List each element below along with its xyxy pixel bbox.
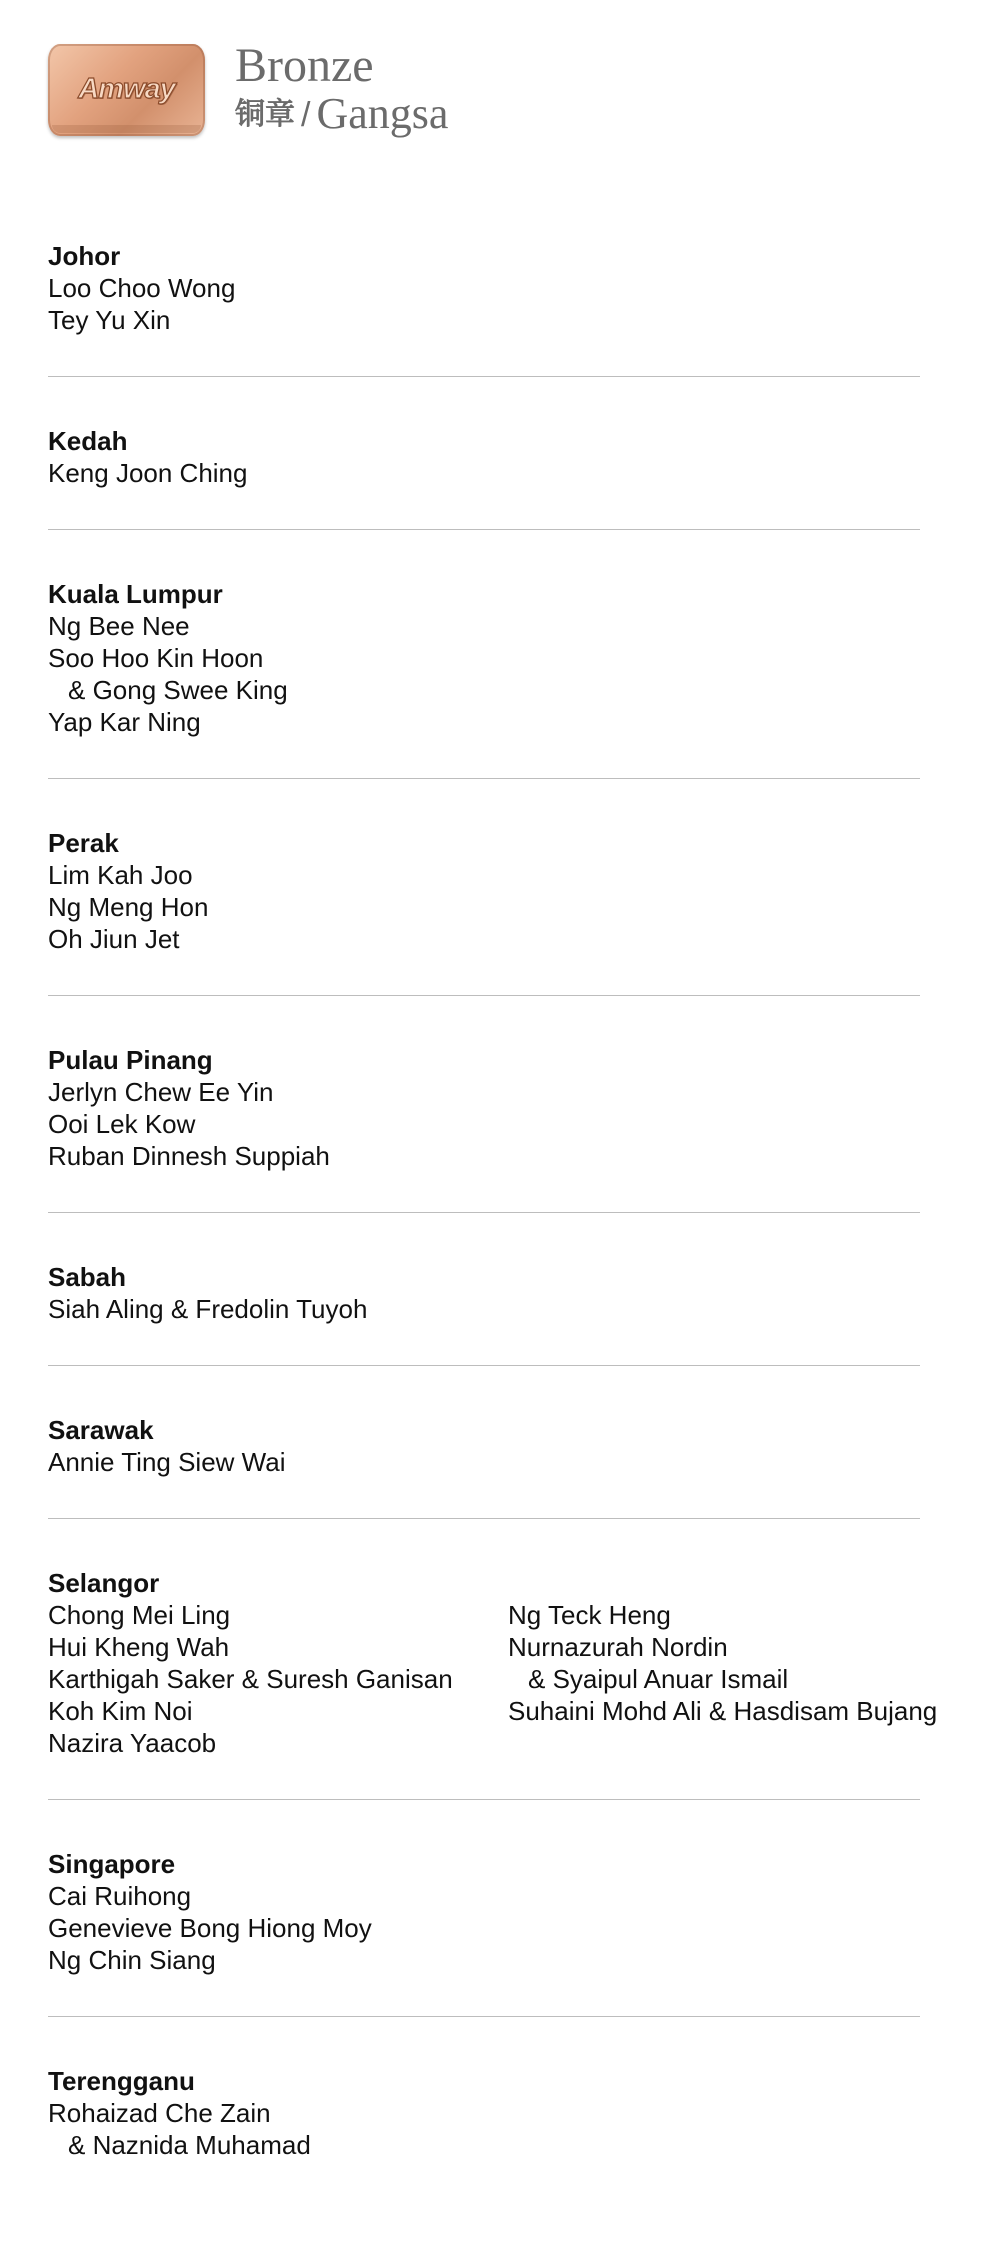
name-columns bbox=[48, 1446, 968, 1478]
name-column bbox=[48, 1293, 508, 1325]
name-column bbox=[48, 1076, 508, 1172]
name-column bbox=[48, 2097, 508, 2161]
achiever-name: Cai Ruihong bbox=[48, 1881, 192, 1911]
achiever-name: Loo Choo Wong bbox=[48, 273, 236, 303]
region-heading: Sarawak bbox=[48, 1415, 154, 1445]
region-section bbox=[48, 1567, 968, 1799]
section-divider bbox=[48, 778, 920, 779]
achiever-name: Lim Kah Joo bbox=[48, 860, 193, 890]
name-columns bbox=[48, 1880, 968, 1976]
region-heading: Singapore bbox=[48, 1849, 176, 1879]
region-heading: Pulau Pinang bbox=[48, 1045, 213, 1075]
name-columns bbox=[48, 610, 968, 738]
achiever-name: Ng Bee Nee bbox=[48, 611, 190, 641]
region-section bbox=[48, 1044, 968, 1212]
achiever-name: Annie Ting Siew Wai bbox=[48, 1447, 286, 1477]
title-chinese: 铜章 bbox=[235, 97, 295, 132]
name-columns bbox=[48, 1599, 968, 1759]
region-section bbox=[48, 1261, 968, 1365]
achiever-name: Tey Yu Xin bbox=[48, 305, 171, 335]
page-header bbox=[48, 39, 449, 144]
region-section bbox=[48, 240, 968, 376]
region-heading: Terengganu bbox=[48, 2066, 195, 2096]
amway-logo: Amway bbox=[78, 72, 175, 105]
name-column bbox=[48, 610, 508, 738]
section-divider bbox=[48, 2016, 920, 2017]
achiever-name: Karthigah Saker & Suresh Ganisan bbox=[48, 1664, 453, 1694]
achiever-name: Ruban Dinnesh Suppiah bbox=[48, 1141, 330, 1171]
title-english: Bronze bbox=[235, 39, 374, 92]
section-divider bbox=[48, 1365, 920, 1366]
achiever-name: Ooi Lek Kow bbox=[48, 1109, 196, 1139]
name-columns bbox=[48, 1076, 968, 1172]
achiever-name: & Gong Swee King bbox=[68, 675, 288, 705]
region-section bbox=[48, 1414, 968, 1518]
region-heading: Kedah bbox=[48, 426, 128, 456]
achiever-name: Nurnazurah Nordin bbox=[508, 1632, 728, 1662]
achiever-name: Yap Kar Ning bbox=[48, 707, 201, 737]
section-divider bbox=[48, 1212, 920, 1213]
achiever-name: Genevieve Bong Hiong Moy bbox=[48, 1913, 372, 1943]
name-columns bbox=[48, 457, 968, 489]
name-column bbox=[48, 1599, 508, 1759]
title-separator: / bbox=[301, 96, 311, 134]
achiever-name: Keng Joon Ching bbox=[48, 458, 248, 488]
achiever-name: Jerlyn Chew Ee Yin bbox=[48, 1077, 274, 1107]
achiever-name: Koh Kim Noi bbox=[48, 1696, 193, 1726]
achiever-name: Siah Aling & Fredolin Tuyoh bbox=[48, 1294, 368, 1324]
region-heading: Kuala Lumpur bbox=[48, 579, 223, 609]
section-divider bbox=[48, 376, 920, 377]
name-column bbox=[48, 272, 508, 336]
section-divider bbox=[48, 995, 920, 996]
achiever-name: Rohaizad Che Zain bbox=[48, 2098, 271, 2128]
name-columns bbox=[48, 859, 968, 955]
name-column bbox=[48, 1880, 508, 1976]
name-column bbox=[48, 859, 508, 955]
region-section bbox=[48, 2065, 968, 2201]
region-heading: Sabah bbox=[48, 1262, 127, 1292]
region-section bbox=[48, 827, 968, 995]
achiever-name: & Naznida Muhamad bbox=[68, 2130, 311, 2160]
region-section bbox=[48, 578, 968, 778]
name-column bbox=[508, 1599, 968, 1759]
page-title bbox=[235, 40, 448, 137]
achiever-name: Nazira Yaacob bbox=[48, 1728, 217, 1758]
achiever-name: Ng Chin Siang bbox=[48, 1945, 216, 1975]
region-section bbox=[48, 1848, 968, 2016]
title-malay: Gangsa bbox=[316, 89, 449, 138]
name-columns bbox=[48, 2097, 968, 2161]
name-columns bbox=[48, 272, 968, 336]
name-columns bbox=[48, 1293, 968, 1325]
section-divider bbox=[48, 1799, 920, 1800]
achiever-name: Hui Kheng Wah bbox=[48, 1632, 230, 1662]
achiever-name: Oh Jiun Jet bbox=[48, 924, 180, 954]
name-column bbox=[48, 1446, 508, 1478]
amway-bronze-badge bbox=[48, 44, 205, 136]
section-divider bbox=[48, 1518, 920, 1519]
region-heading: Johor bbox=[48, 241, 121, 271]
region-section bbox=[48, 425, 968, 529]
title-subtitle bbox=[235, 89, 449, 138]
region-list bbox=[48, 240, 968, 2201]
name-column bbox=[48, 457, 508, 489]
achiever-name: Ng Meng Hon bbox=[48, 892, 209, 922]
region-heading: Perak bbox=[48, 828, 119, 858]
achiever-name: Suhaini Mohd Ali & Hasdisam Bujang bbox=[508, 1696, 938, 1726]
achiever-name: Ng Teck Heng bbox=[508, 1600, 671, 1630]
achiever-name: Chong Mei Ling bbox=[48, 1600, 231, 1630]
achiever-name: & Syaipul Anuar Ismail bbox=[528, 1664, 789, 1694]
region-heading: Selangor bbox=[48, 1568, 160, 1598]
achiever-name: Soo Hoo Kin Hoon bbox=[48, 643, 264, 673]
section-divider bbox=[48, 529, 920, 530]
